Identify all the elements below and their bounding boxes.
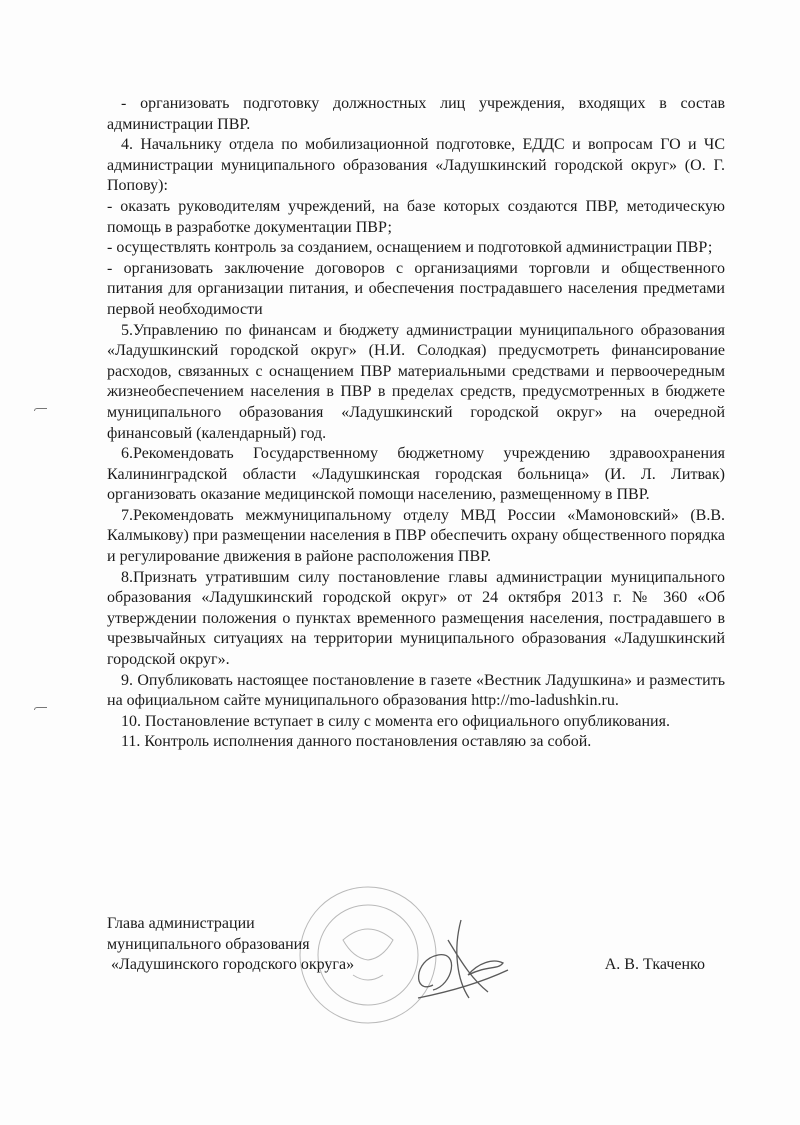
scan-margin-mark xyxy=(34,707,47,710)
scan-margin-mark xyxy=(34,408,47,411)
paragraph-4: 4. Начальнику отдела по мобилизационной подготовке, ЕДДС и вопросам ГО и ЧС администрации муниципального образования «Ладушкинский городской округ» (О. Г. Попову): xyxy=(107,136,725,195)
paragraph-9: 9. Опубликовать настоящее постановление в газете «Вестник Ладушкина» и разместить на официальном сайте муниципального образования http://mo-ladushkin.ru. xyxy=(107,671,725,710)
signature-position-line-3: «Ладушинского городского округа» xyxy=(107,956,355,974)
signatory-name: А. В. Ткаченко xyxy=(604,956,705,973)
paragraph-7: 7.Рекомендовать межмуниципальному отделу МВД России «Мамоновский» (В.В. Калмыкову) при размещении населения в ПВР обеспечить охрану общественного порядка и регулирование движения в районе расположения ПВР. xyxy=(107,506,725,566)
document-body xyxy=(107,94,725,753)
paragraph-6: 6.Рекомендовать Государственному бюджетному учреждению здравоохранения Калининградской области «Ладушкинская городская больница» (И. Л. Литвак) организовать оказание медицинской помощи населению, размещенному в ПВР. xyxy=(107,445,725,504)
paragraph-3-bullet-prep: - организовать подготовку должностных лиц учреждения, входящих в состав администрации ПВР. xyxy=(107,95,725,133)
signature-position-line-2: муниципального образования xyxy=(107,935,310,953)
paragraph-5: 5.Управлению по финансам и бюджету администрации муниципального образования «Ладушкинский городской округ» (Н.И. Солодкая) предусмотреть финансирование расходов, связанных с оснащением ПВР материальными средствами и первоочередным жизнеобеспечением населения в ПВР в пределах средств, предусмотренных в бюджете муниципального образования «Ладушкинский городской округ» на очередной финансовый (календарный) год. xyxy=(107,321,725,442)
paragraph-4-bullet-3: - организовать заключение договоров с организациями торговли и общественного питания для организации питания, и обеспечения пострадавшего населения предметами первой необходимости xyxy=(107,259,725,318)
signature-block xyxy=(107,914,725,976)
paragraph-4-bullet-2: - осуществлять контроль за созданием, оснащением и подготовкой администрации ПВР; xyxy=(107,239,713,257)
paragraph-11: 11. Контроль исполнения данного постановления оставляю за собой. xyxy=(121,733,592,751)
paragraph-10: 10. Постановление вступает в силу с момента его официального опубликования. xyxy=(121,712,670,730)
paragraph-8: 8.Признать утратившим силу постановление главы администрации муниципального образования «Ладушкинский городской округ» от 24 октября 2013 г. № 360 «Об утверждении положения о пунктах временного размещения населения, пострадавшего в чрезвычайных ситуациях на территории муниципального образования «Ладушкинский городской округ». xyxy=(107,568,725,669)
paragraph-4-bullet-1: - оказать руководителям учреждений, на базе которых создаются ПВР, методическую помощь в разработке документации ПВР; xyxy=(107,197,725,236)
signature-position-line-1: Глава администрации xyxy=(107,915,255,932)
